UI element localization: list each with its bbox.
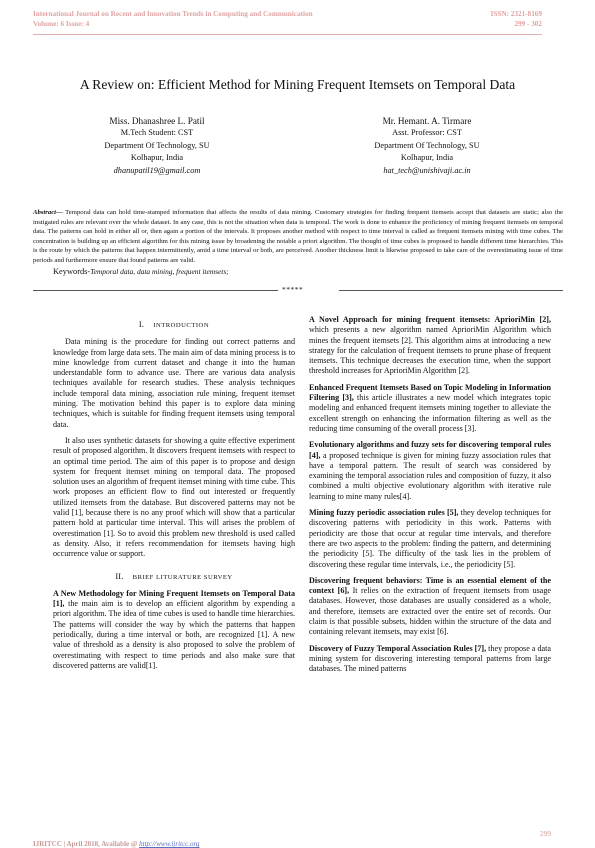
survey-item-head: Discovering frequent behaviors: Time is an essential element of the context [6], [309, 575, 551, 596]
keywords-text: Temporal data, data mining, frequent itemsets; [90, 267, 229, 276]
survey-item-2 [309, 315, 551, 377]
page-number: 299 [540, 829, 552, 838]
survey-item-6 [309, 576, 551, 638]
section-separator [33, 286, 563, 296]
footer-text: IJRITCC | April 2018, Available @ [33, 840, 140, 848]
author-role: M.Tech Student: CST [120, 128, 194, 138]
author-email: hat_tech@unishivaji.ac.in [383, 165, 471, 175]
survey-item-head: Enhanced Frequent Itemsets Based on Topic Modeling in Information Filtering [3], [309, 382, 551, 403]
survey-item-text: this article illustrates a new model which integrates topic modeling and enhanced frequent itemsets mining together to alleviate the excellent strength on enhancing the information filtering as well as the reducing time consuming of the overall process [3]. [309, 393, 551, 433]
section-heading-survey [53, 572, 295, 583]
section-title: INTRODUCTION [153, 322, 210, 329]
author-block-2 [327, 115, 527, 177]
separator-stars: ***** [282, 285, 304, 294]
section-number: I. [138, 320, 145, 329]
abstract [33, 208, 563, 266]
intro-paragraph-2: It also uses synthetic datasets for showing a quite effective experiment result of proposed algorithm. It discovers frequent itemsets with respect to an optimal time period. The aim of this paper is to propose and design system for frequent itemset mining on temporal data. The proposed solution uses an algorithm of frequent itemset mining with time cube. This work proposes an efficient flow to find out interested or frequently utilized itemsets from the database. But discovered patterns may not be valid [1], because there is no any proof which will show that a particular pattern hold at particular time interval. This will arises the problem of overestimation [1]. So to avoid this problem new threshold is used called as density. Also, it refers recommendation for itemsets having high occurrence value or support. [53, 435, 295, 559]
page-footer [33, 840, 199, 848]
section-heading-introduction [53, 320, 295, 331]
section-title: BRIEF LITURATURE SURVEY [132, 573, 233, 581]
survey-item-3 [309, 383, 551, 434]
survey-item-text: which presents a new algorithm named AprioriMin Algorithm which mines the frequent itemsets [2]. This algorithm aims at introducing a new strategy for the calculation of frequent itemsets to prune phase of frequent itemsets. This technique decreases the execution time, when the support threshold increases for AprioriMin Algorithm [2]. [309, 325, 551, 376]
running-header-right [491, 10, 542, 29]
survey-item-4 [309, 440, 551, 502]
page-range: 299 - 302 [514, 19, 542, 28]
separator-line-right [339, 290, 563, 291]
section-number: II. [115, 571, 124, 581]
survey-item-7 [309, 644, 551, 675]
keywords-label: Keywords- [53, 267, 91, 276]
survey-item-text: a proposed technique is given for mining fuzzy association rules that have a temporal pattern. The result of search was considered by examining the temporal association rules and composition of fuzzy, it also combined a multi objective evolutionary algorithm with iterative rule learning to mine many rules[4]. [309, 450, 551, 501]
survey-item-text: It relies on the extraction of frequent itemsets from usage databases. However, those databases are usually considered as a whole, and therefore, itemsets are extracted over the entire set of records. Our claim is that possible subsets, hidden within the structure of the data and containing relevant itemsets, may exist [6]. [309, 586, 551, 637]
survey-item-text: they develop techniques for discovering patterns with periodicity in this work. Patterns with periodicity are those that occur at regular time intervals, and therefore there are two aspects to the problem: finding the pattern, and determining the periodicity [5]. The difficulty of the task lies in the problem of discovering these regular time intervals, i.e., the periodicity [5]. [309, 508, 552, 569]
running-header-left [33, 10, 313, 29]
survey-item-5 [309, 508, 551, 570]
separator-line-left [33, 290, 278, 291]
abstract-text: Temporal data can hold time-stamped information that affects the results of data mining. Customary strategies for finding frequent itemsets accept that datasets are static; also the instigated rules are relevant over the whole dataset. In any case, this is not the situation when data is temporal. The work is done to enhance the proficiency of mining frequent itemsets on temporal data. The patterns can hold in either all or, then again a portion of the intervals. It proposes another method with respect to time interval is called as frequent itemsets mining with time cubes. The concentration is building up an efficient algorithm for this mining issue by broadening the notable a priori algorithm. The thought of time cubes is proposed to handle different time hierarchies. This is the route by which the patterns that happen intermittently, amid a time interval or both, are perceived. Another thickness limit is likewise proposed to take care of the overestimating issue of time periods and furthermore ensure that found patterns are valid. [33, 209, 563, 264]
author-place: Kolhapur, India [400, 153, 454, 163]
survey-item-text: they propose a data mining system for discovering interesting temporal patterns from large databases. The mined patterns [309, 643, 551, 674]
survey-item-text: the main aim is to develop an efficient algorithm by expending a priori algorithm. The idea of time cubes is used to handle time hierarchies. The patterns will consider the way by which the patterns that happen periodically, during a time interval or both, are recognized [1]. A new value of threshold as a density is also proposed to solve the problem of overestimating with respect to time periods and also make sure that discovered patterns are valid[1]. [53, 599, 295, 670]
survey-item-head: A New Methodology for Mining Frequent Itemsets on Temporal Data [1], [53, 588, 295, 609]
survey-item-head: A Novel Approach for mining frequent itemsets: AprioriMin [2], [309, 315, 551, 324]
author-name: Miss. Dhanashree L. Patil [109, 116, 205, 126]
footer-link[interactable]: http://www.ijritcc.org [139, 840, 200, 848]
right-column [309, 315, 551, 681]
journal-name: International Journal on Recent and Innovation Trends in Computing and Communication [33, 10, 313, 18]
survey-item-head: Evolutionary algorithms and fuzzy sets for discovering temporal rules [4], [309, 440, 551, 460]
left-column [53, 320, 295, 677]
header-rule [33, 34, 542, 35]
abstract-label: Abstract— [33, 209, 63, 216]
volume-issue: Volume: 6 Issue: 4 [33, 19, 90, 28]
author-role: Asst. Professor: CST [392, 128, 462, 138]
author-block-1 [57, 115, 257, 177]
issn: ISSN: 2321-8169 [490, 10, 542, 18]
intro-paragraph-1: Data mining is the procedure for finding out correct patterns and knowledge from large data sets. The main aim of data mining process is to mine knowledge from current dataset and change it into the human understandable form to advance use. There are various data analysis techniques available for research studies. These analysis techniques include temporal data mining, association rule mining, frequent itemset mining. The motivation behind this paper is to explore data mining techniques, which is suitable for finding frequent itemsets using temporal data. [53, 337, 295, 429]
author-dept: Department Of Technology, SU [374, 140, 480, 150]
keywords [53, 267, 229, 276]
survey-item-head: Mining fuzzy periodic association rules [5], [309, 508, 459, 518]
author-place: Kolhapur, India [130, 153, 184, 163]
author-name: Mr. Hemant. A. Tirmare [382, 116, 472, 126]
paper-title: A Review on: Efficient Method for Mining Frequent Itemsets on Temporal Data [79, 77, 516, 92]
author-email: dhanupatil19@gmail.com [113, 165, 201, 175]
survey-item-head: Discovery of Fuzzy Temporal Association Rules [7], [309, 643, 487, 653]
author-dept: Department Of Technology, SU [104, 140, 210, 150]
survey-item-1 [53, 589, 295, 671]
